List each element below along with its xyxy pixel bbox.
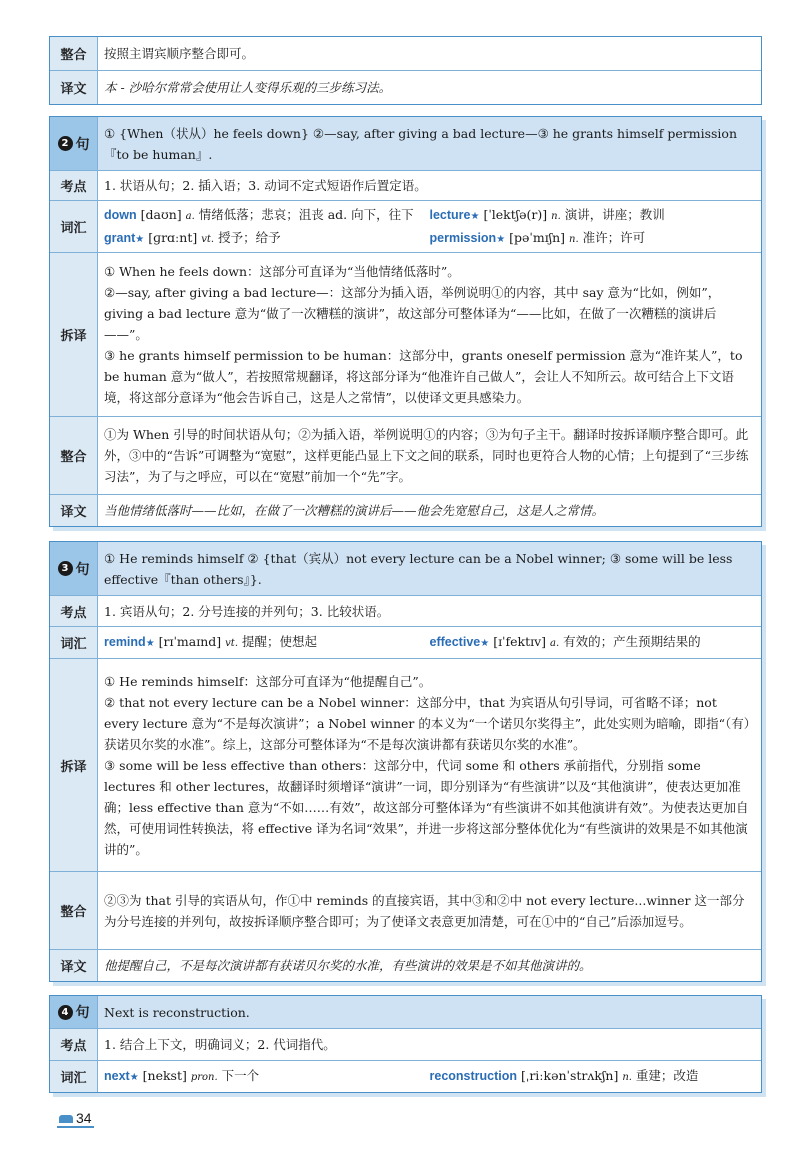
kaodian-row (50, 595, 761, 626)
vocab-def: 提醒；使想起 (242, 634, 318, 649)
vocab-phonetic: [pəˈmɪʃn] (509, 229, 566, 245)
sentence-3-table (49, 541, 762, 982)
page-number-text: 34 (76, 1110, 92, 1126)
table-top (49, 36, 762, 105)
vocab-row (50, 1060, 761, 1092)
vocab-pos: a. (550, 638, 560, 649)
sentence-row (50, 996, 761, 1028)
zhenghe-label: 整合 (50, 872, 98, 949)
yiwen-text: 他提醒自己，不是每次演讲都有获诺贝尔奖的水准，有些演讲的效果是不如其他演讲的。 (104, 958, 592, 973)
zhenghe-text: ①为 When 引导的时间状语从句；②为插入语，举例说明①的内容；③为句子主干。翻译时按拆译顺序整合即可。此外，③中的“告诉”可调整为“宽慰”，这样更能凸显上下文之间的联系，同时也更符合人物的心情；上句提到了“三步练习法”，为了与之呼应，可以在“宽慰”前加一个“先”字。 (104, 427, 749, 484)
kaodian-text: 1. 结合上下文，明确词义；2. 代词指代。 (104, 1037, 336, 1052)
star-icon: ★ (470, 210, 480, 222)
vocab-pos: vt. (201, 233, 215, 245)
vocab-label: 词汇 (50, 1061, 98, 1092)
vocab-def: 准许；许可 (582, 229, 646, 245)
vocab-row (50, 626, 761, 658)
chaiyi-label: 拆译 (50, 253, 98, 416)
kaodian-row (50, 1028, 761, 1060)
sentence-label-text: 句 (75, 561, 90, 578)
vocab-list (98, 201, 761, 252)
yiwen-label: 译文 (50, 950, 98, 981)
vocab-word: remind (104, 635, 146, 649)
sentence-number: 2 (58, 136, 73, 151)
sentence-text: ① {When（状从）he feels down} ②—say, after giving a bad lecture—③ he grants himself permission『to be human』. (98, 117, 761, 170)
vocab-pos: pron. (190, 1072, 218, 1083)
star-icon: ★ (129, 1072, 139, 1083)
chaiyi-paragraph: ① When he feels down：这部分可直译为“当他情绪低落时”。 (104, 264, 460, 279)
sentence-text: Next is reconstruction. (98, 996, 761, 1028)
kaodian-text: 1. 宾语从句；2. 分号连接的并列句；3. 比较状语。 (104, 603, 390, 619)
table-row (50, 70, 761, 104)
sentence-number: 3 (58, 561, 73, 576)
vocab-def: 演讲，讲座；教训 (564, 206, 665, 222)
page-number (57, 1110, 94, 1128)
chaiyi-paragraph: ① He reminds himself：这部分可直译为“他提醒自己”。 (104, 673, 432, 689)
vocab-label: 词汇 (50, 201, 98, 252)
chaiyi-row (50, 252, 761, 416)
vocab-word: down (104, 207, 137, 222)
chaiyi-paragraph: ②—say, after giving a bad lecture—：这部分为插入语，举例说明①的内容，其中 say 意为“比如，例如”，giving a bad lecture 意为“做了一次糟糕的演讲”，故这部分可整体译为“——比如，在做了一次糟糕的演讲后——”。 (104, 285, 721, 342)
vocab-word: effective (429, 635, 481, 649)
chaiyi-text (98, 253, 761, 416)
sentence-label-text: 句 (75, 1005, 90, 1021)
vocab-item (430, 204, 756, 227)
vocab-label: 词汇 (50, 627, 98, 658)
vocab-item (104, 204, 430, 227)
star-icon: ★ (135, 233, 145, 245)
chaiyi-paragraph: ③ he grants himself permission to be human：这部分中，grants oneself permission 意为“准许某人”，to be human 意为“做人”，若按照常规翻译，将这部分译为“他准许自己做人”，会让人不知所云。故可结合上下文语境，将这部分意译为“他会告诉自己，这是人之常情”，以使译文更具感染力。 (104, 348, 743, 405)
vocab-def: 情绪低落；悲哀；沮丧 ad. 向下，往下 (198, 206, 414, 222)
zhenghe-row (50, 416, 761, 494)
vocab-def: 下一个 (221, 1068, 260, 1083)
sentence-text: ① He reminds himself ② {that（宾从）not every lecture can be a Nobel winner; ③ some will be less effective『than others』}. (98, 542, 761, 595)
vocab-item (430, 1065, 756, 1088)
kaodian-label: 考点 (50, 171, 98, 200)
vocab-item (104, 227, 430, 250)
zhenghe-row (50, 871, 761, 949)
vocab-word: lecture (429, 207, 471, 222)
vocab-list (98, 627, 761, 658)
vocab-item (430, 631, 756, 654)
vocab-pos: n. (622, 1072, 632, 1083)
vocab-phonetic: [nekst] (142, 1068, 187, 1083)
vocab-item (104, 631, 430, 654)
vocab-phonetic: [rɪˈmaɪnd] (158, 634, 222, 649)
vocab-phonetic: [ˈlektʃə(r)] (483, 206, 548, 222)
sentence-2-table (49, 116, 762, 527)
yiwen-label: 译文 (50, 495, 98, 526)
star-icon: ★ (145, 638, 155, 649)
row-label: 译文 (50, 71, 98, 104)
star-icon: ★ (480, 638, 490, 649)
chaiyi-text (98, 659, 761, 871)
sentence-label (50, 117, 98, 170)
vocab-def: 有效的；产生预期结果的 (563, 634, 701, 649)
kaodian-text: 1. 状语从句；2. 插入语；3. 动词不定式短语作后置定语。 (104, 178, 427, 193)
vocab-phonetic: [daʊn] (140, 206, 182, 222)
table-row (50, 37, 761, 70)
row-label: 整合 (50, 37, 98, 70)
chaiyi-paragraph: ② that not every lecture can be a Nobel winner：这部分中，that 为宾语从句引导词，可省略不译；not every lecture 意为“不是每次演讲”；a Nobel winner 的本义为“一个诺贝尔奖得主”，此处实则为暗喻，即指“（有）获诺贝尔奖的水准”。综上，这部分可整体译为“不是每次演讲都有获诺贝尔奖的水准”。 (104, 694, 751, 752)
book-icon (59, 1115, 73, 1123)
row-text: 按照主谓宾顺序整合即可。 (104, 46, 255, 61)
sentence-label-text: 句 (75, 136, 90, 153)
kaodian-label: 考点 (50, 596, 98, 626)
chaiyi-paragraph: ③ some will be less effective than others：这部分中，代词 some 和 others 承前指代，分别指 some lectures 和 other lectures，故翻译时须增译“演讲”一词，即分别译为“有些演讲”以及“其他演讲”，使表达更加准确；less effective than 意为“不如……有效”，故这部分可整体译为“有些演讲不如其他演讲有效”。为使表达更加自然，可使用词性转换法，将 effective 译为名词“效果”，并进一步将这部分整体优化为“有些演讲的效果是不如其他演讲的”。 (104, 757, 749, 857)
vocab-pos: vt. (225, 638, 239, 649)
row-text: 本 - 沙哈尔常常会使用让人变得乐观的三步练习法。 (104, 80, 392, 95)
vocab-item (104, 1065, 430, 1088)
chaiyi-label: 拆译 (50, 659, 98, 871)
vocab-word: reconstruction (429, 1069, 518, 1083)
chaiyi-row (50, 658, 761, 871)
yiwen-text: 当他情绪低落时——比如，在做了一次糟糕的演讲后——他会先宽慰自己，这是人之常情。 (104, 503, 605, 518)
vocab-pos: n. (551, 210, 561, 222)
vocab-pos: n. (569, 233, 579, 245)
vocab-phonetic: [ɪˈfektɪv] (493, 634, 547, 649)
kaodian-label: 考点 (50, 1029, 98, 1060)
sentence-number: 4 (58, 1005, 73, 1020)
sentence-4-table (49, 995, 762, 1093)
vocab-phonetic: [ˌriːkənˈstrʌkʃn] (521, 1068, 619, 1083)
vocab-def: 授予；给予 (218, 229, 281, 245)
sentence-label (50, 542, 98, 595)
zhenghe-text: ②③为 that 引导的宾语从句，作①中 reminds 的直接宾语，其中③和②中 not every lecture...winner 这一部分为分号连接的并列句，故按拆译顺序整合即可；为了使译文表意更加清楚，可在①中的“自己”后添加逗号。 (104, 892, 745, 929)
sentence-label (50, 996, 98, 1028)
sentence-row (50, 117, 761, 170)
star-icon: ★ (496, 233, 506, 245)
sentence-row (50, 542, 761, 595)
kaodian-row (50, 170, 761, 200)
vocab-word: next (104, 1069, 130, 1083)
vocab-pos: a. (185, 210, 195, 222)
zhenghe-label: 整合 (50, 417, 98, 494)
vocab-word: grant (104, 230, 136, 245)
yiwen-row (50, 494, 761, 526)
vocab-phonetic: [ɡrɑːnt] (148, 229, 198, 245)
vocab-def: 重建；改造 (635, 1068, 699, 1083)
yiwen-row (50, 949, 761, 981)
vocab-list (98, 1061, 761, 1092)
vocab-item (430, 227, 756, 250)
vocab-word: permission (429, 230, 497, 245)
vocab-row (50, 200, 761, 252)
